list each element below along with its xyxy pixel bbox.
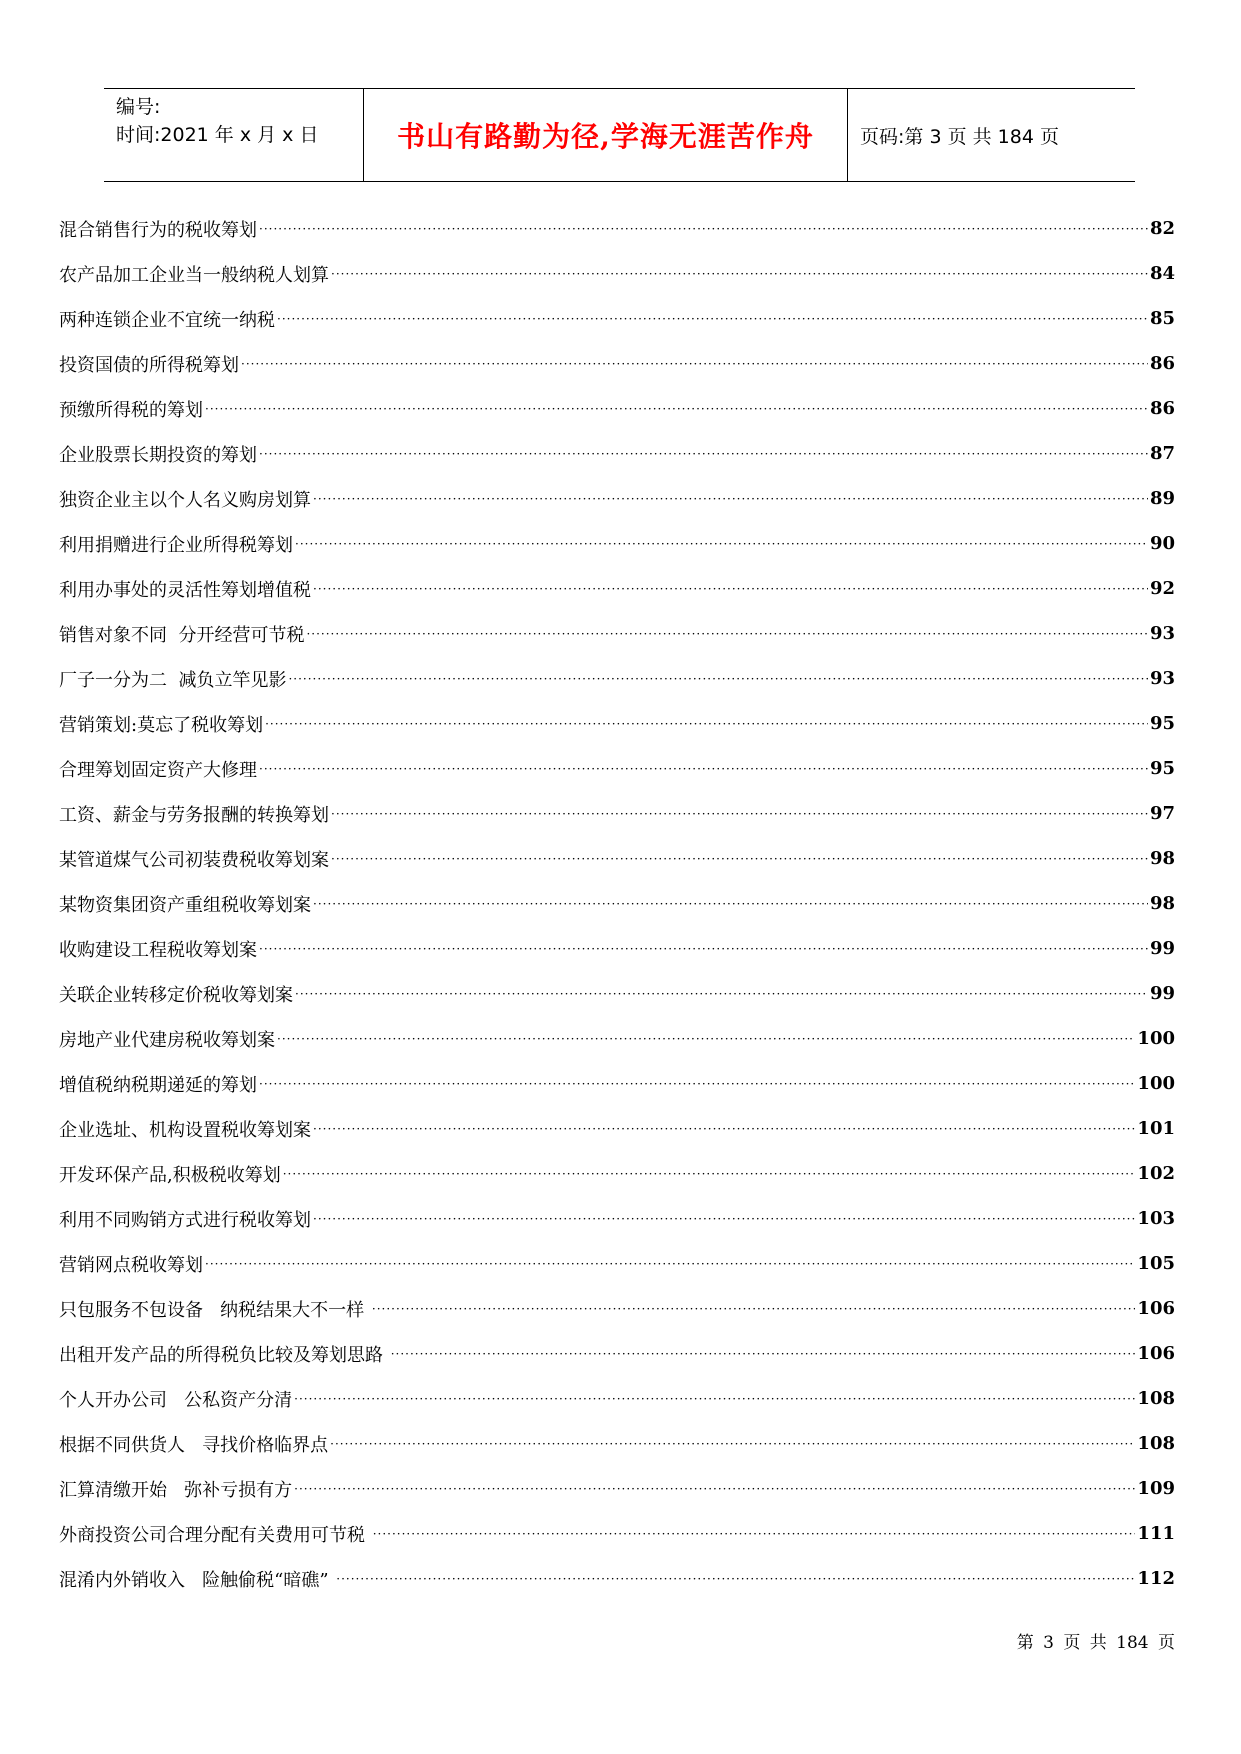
toc-entry[interactable] bbox=[59, 341, 1175, 386]
toc-leader-dots bbox=[391, 1345, 1136, 1363]
toc-leader-dots bbox=[259, 220, 1148, 238]
toc-leader-dots bbox=[205, 1255, 1135, 1273]
toc-entry-page: 105 bbox=[1137, 1253, 1175, 1274]
toc-entry[interactable] bbox=[59, 611, 1175, 656]
toc-entry-page: 98 bbox=[1149, 893, 1175, 914]
toc-entry-title: 预缴所得税的筹划 bbox=[59, 399, 203, 421]
toc-entry[interactable] bbox=[59, 1286, 1175, 1331]
toc-entry[interactable] bbox=[59, 1466, 1175, 1511]
page-footer: 第 3 页 共 184 页 bbox=[1016, 1633, 1175, 1653]
toc-entry-page: 108 bbox=[1137, 1388, 1175, 1409]
toc-entry-page: 99 bbox=[1149, 938, 1175, 959]
toc-entry-page: 103 bbox=[1137, 1208, 1175, 1229]
toc-entry-page: 93 bbox=[1149, 668, 1175, 689]
toc-entry-title: 企业选址、机构设置税收筹划案 bbox=[59, 1119, 311, 1141]
toc-entry-title: 利用不同购销方式进行税收筹划 bbox=[59, 1209, 311, 1231]
toc-entry[interactable] bbox=[59, 566, 1175, 611]
toc-entry-title: 根据不同供货人 寻找价格临界点 bbox=[59, 1434, 329, 1456]
toc-entry-title: 农产品加工企业当一般纳税人划算 bbox=[59, 264, 329, 286]
toc-entry-page: 106 bbox=[1137, 1298, 1175, 1319]
toc-entry[interactable] bbox=[59, 1421, 1175, 1466]
toc-entry-page: 95 bbox=[1149, 713, 1175, 734]
toc-entry-title: 利用捐赠进行企业所得税筹划 bbox=[59, 534, 293, 556]
toc-entry[interactable] bbox=[59, 1106, 1175, 1151]
toc-leader-dots bbox=[294, 1480, 1135, 1498]
toc-entry-title: 某物资集团资产重组税收筹划案 bbox=[59, 894, 311, 916]
toc-leader-dots bbox=[313, 1120, 1135, 1138]
toc-leader-dots bbox=[313, 580, 1148, 598]
toc-leader-dots bbox=[265, 715, 1148, 733]
toc-leader-dots bbox=[294, 1390, 1135, 1408]
table-of-contents bbox=[59, 206, 1175, 1601]
toc-entry-title: 利用办事处的灵活性筹划增值税 bbox=[59, 579, 311, 601]
toc-entry-title: 个人开办公司 公私资产分清 bbox=[59, 1389, 293, 1411]
toc-entry-page: 100 bbox=[1137, 1073, 1175, 1094]
toc-entry-title: 混合销售行为的税收筹划 bbox=[59, 219, 257, 241]
toc-entry[interactable] bbox=[59, 1376, 1175, 1421]
toc-entry-title: 合理筹划固定资产大修理 bbox=[59, 759, 257, 781]
toc-entry-title: 投资国债的所得税筹划 bbox=[59, 354, 239, 376]
toc-leader-dots bbox=[313, 490, 1148, 508]
toc-entry[interactable] bbox=[59, 1331, 1175, 1376]
toc-entry-page: 102 bbox=[1137, 1163, 1175, 1184]
toc-leader-dots bbox=[306, 625, 1147, 643]
toc-leader-dots bbox=[277, 310, 1148, 328]
toc-entry[interactable] bbox=[59, 296, 1175, 341]
toc-entry-page: 108 bbox=[1137, 1433, 1175, 1454]
toc-leader-dots bbox=[259, 760, 1148, 778]
toc-entry-title: 两种连锁企业不宜统一纳税 bbox=[59, 309, 275, 331]
toc-entry-title: 开发环保产品,积极税收筹划 bbox=[59, 1164, 281, 1186]
toc-entry-title: 外商投资公司合理分配有关费用可节税 bbox=[59, 1524, 371, 1546]
toc-entry-title: 增值税纳税期递延的筹划 bbox=[59, 1074, 257, 1096]
toc-entry-page: 97 bbox=[1149, 803, 1175, 824]
toc-entry[interactable] bbox=[59, 251, 1175, 296]
toc-entry-page: 89 bbox=[1149, 488, 1175, 509]
toc-entry-title: 营销策划:莫忘了税收筹划 bbox=[59, 714, 264, 736]
toc-entry-title: 只包服务不包设备 纳税结果大不一样 bbox=[59, 1299, 370, 1321]
toc-entry-page: 112 bbox=[1137, 1568, 1175, 1589]
toc-entry-title: 出租开发产品的所得税负比较及筹划思路 bbox=[59, 1344, 389, 1366]
toc-entry-page: 109 bbox=[1137, 1478, 1175, 1499]
toc-entry[interactable] bbox=[59, 476, 1175, 521]
toc-entry[interactable] bbox=[59, 701, 1175, 746]
toc-entry-page: 95 bbox=[1149, 758, 1175, 779]
toc-leader-dots bbox=[259, 940, 1148, 958]
toc-entry[interactable] bbox=[59, 836, 1175, 881]
toc-entry-title: 企业股票长期投资的筹划 bbox=[59, 444, 257, 466]
toc-entry[interactable] bbox=[59, 386, 1175, 431]
toc-leader-dots bbox=[283, 1165, 1136, 1183]
toc-leader-dots bbox=[288, 670, 1147, 688]
header-meta bbox=[104, 89, 364, 181]
toc-leader-dots bbox=[330, 1435, 1135, 1453]
toc-leader-dots bbox=[313, 895, 1148, 913]
toc-leader-dots bbox=[241, 355, 1148, 373]
toc-entry[interactable] bbox=[59, 521, 1175, 566]
toc-entry[interactable] bbox=[59, 791, 1175, 836]
toc-entry-page: 100 bbox=[1137, 1028, 1175, 1049]
toc-entry[interactable] bbox=[59, 656, 1175, 701]
toc-leader-dots bbox=[336, 1570, 1135, 1588]
toc-entry-title: 关联企业转移定价税收筹划案 bbox=[59, 984, 293, 1006]
toc-leader-dots bbox=[295, 985, 1148, 1003]
toc-entry-page: 84 bbox=[1149, 263, 1175, 284]
toc-entry-page: 106 bbox=[1137, 1343, 1175, 1364]
toc-entry[interactable] bbox=[59, 1511, 1175, 1556]
page-header bbox=[104, 88, 1135, 182]
toc-entry-title: 厂子一分为二 减负立竿见影 bbox=[59, 669, 287, 691]
toc-entry[interactable] bbox=[59, 1241, 1175, 1286]
toc-entry[interactable] bbox=[59, 1556, 1175, 1601]
toc-entry-page: 87 bbox=[1149, 443, 1175, 464]
toc-entry-title: 混淆内外销收入 险触偷税“暗礁” bbox=[59, 1569, 335, 1591]
toc-entry-title: 营销网点税收筹划 bbox=[59, 1254, 203, 1276]
header-page-number: 页码:第 3 页 共 184 页 bbox=[860, 125, 1059, 148]
toc-entry[interactable] bbox=[59, 1016, 1175, 1061]
toc-leader-dots bbox=[331, 265, 1148, 283]
toc-entry-page: 86 bbox=[1149, 353, 1175, 374]
toc-entry-title: 汇算清缴开始 弥补亏损有方 bbox=[59, 1479, 293, 1501]
toc-entry-page: 93 bbox=[1149, 623, 1175, 644]
document-number-label: 编号: bbox=[116, 96, 161, 118]
toc-entry[interactable] bbox=[59, 431, 1175, 476]
toc-entry[interactable] bbox=[59, 926, 1175, 971]
toc-entry-page: 92 bbox=[1149, 578, 1175, 599]
toc-leader-dots bbox=[277, 1030, 1135, 1048]
toc-leader-dots bbox=[313, 1210, 1135, 1228]
toc-entry[interactable] bbox=[59, 1151, 1175, 1196]
toc-entry-page: 86 bbox=[1149, 398, 1175, 419]
header-motto: 书山有路勤为径,学海无涯苦作舟 bbox=[364, 89, 848, 181]
toc-entry-title: 某管道煤气公司初装费税收筹划案 bbox=[59, 849, 329, 871]
toc-leader-dots bbox=[373, 1525, 1136, 1543]
toc-leader-dots bbox=[259, 1075, 1135, 1093]
toc-entry-page: 101 bbox=[1137, 1118, 1175, 1139]
toc-leader-dots bbox=[331, 805, 1148, 823]
toc-leader-dots bbox=[295, 535, 1148, 553]
toc-leader-dots bbox=[205, 400, 1148, 418]
toc-entry-title: 房地产业代建房税收筹划案 bbox=[59, 1029, 275, 1051]
toc-entry[interactable] bbox=[59, 971, 1175, 1016]
toc-entry-title: 工资、薪金与劳务报酬的转换筹划 bbox=[59, 804, 329, 826]
toc-entry[interactable] bbox=[59, 206, 1175, 251]
toc-entry-page: 99 bbox=[1149, 983, 1175, 1004]
toc-entry-page: 98 bbox=[1149, 848, 1175, 869]
toc-entry-page: 82 bbox=[1149, 218, 1175, 239]
toc-entry-title: 收购建设工程税收筹划案 bbox=[59, 939, 257, 961]
toc-leader-dots bbox=[372, 1300, 1136, 1318]
toc-entry[interactable] bbox=[59, 881, 1175, 926]
toc-entry[interactable] bbox=[59, 746, 1175, 791]
toc-leader-dots bbox=[331, 850, 1148, 868]
toc-entry-page: 85 bbox=[1149, 308, 1175, 329]
toc-entry[interactable] bbox=[59, 1196, 1175, 1241]
toc-entry-title: 销售对象不同 分开经营可节税 bbox=[59, 624, 305, 646]
document-date: 时间:2021 年 x 月 x 日 bbox=[116, 124, 319, 146]
toc-leader-dots bbox=[259, 445, 1148, 463]
toc-entry[interactable] bbox=[59, 1061, 1175, 1106]
toc-entry-page: 111 bbox=[1137, 1523, 1175, 1544]
toc-entry-page: 90 bbox=[1149, 533, 1175, 554]
toc-entry-title: 独资企业主以个人名义购房划算 bbox=[59, 489, 311, 511]
